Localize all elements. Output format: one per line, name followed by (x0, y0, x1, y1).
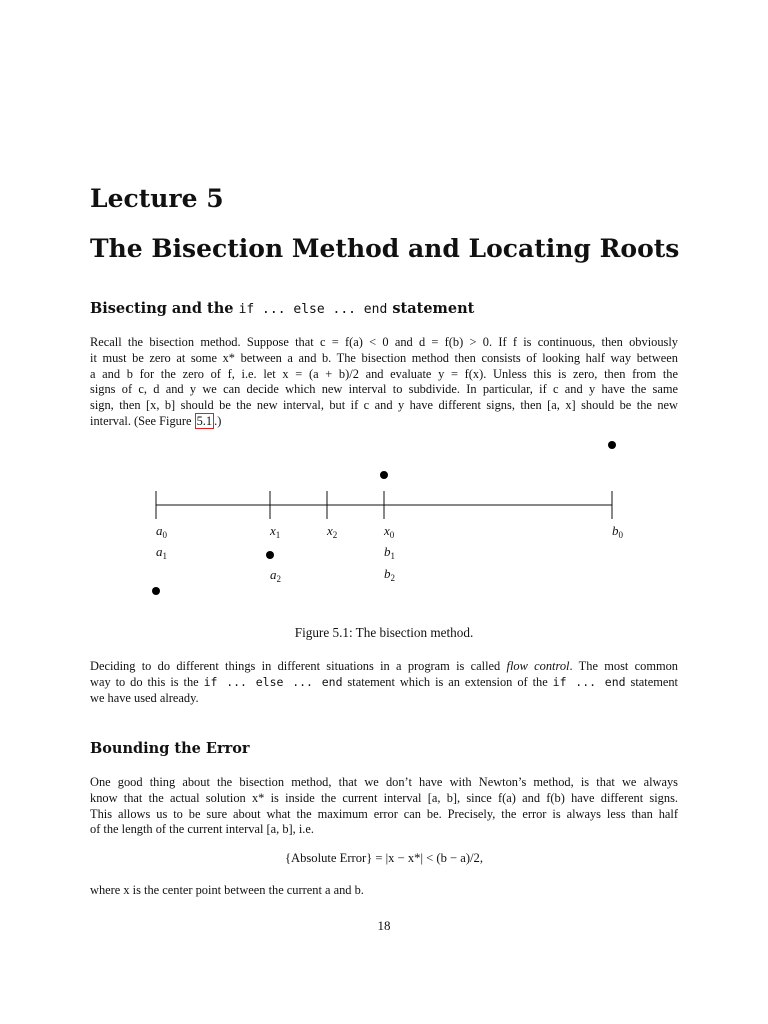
paragraph-text: .) (214, 413, 222, 428)
absolute-error-equation: {Absolute Error} = |x − x*| < (b − a)/2, (284, 851, 484, 865)
page-number: 18 (377, 918, 391, 933)
inline-code: if ... else ... end (203, 674, 343, 689)
function-value-dot (608, 441, 616, 449)
paragraph-line: of the length of the current interval [a, b], i.e. (90, 822, 314, 837)
inline-code: if ... end (552, 674, 626, 689)
point-label-x2: $x_2$ (327, 523, 338, 540)
paragraph-line: signs of c, d and y we can decide which new interval to subdivide. In particular, if c and y have the same (90, 382, 678, 397)
paragraph-text: . The most common (569, 659, 678, 673)
emphasis-text: flow control (506, 659, 570, 673)
paragraph-line: a and b for the zero of f, i.e. let x = (a + b)/2 and evaluate y = f(x). Unless this is zero, then from the (90, 366, 678, 381)
bounding-error-paragraph (90, 775, 678, 838)
equation-explanation: where x is the center point between the current a and b. (90, 883, 364, 897)
section-heading-code: if ... else ... end (238, 302, 388, 317)
paragraph-line: know that the actual solution x* is inside the current interval [a, b], since f(a) and f(b) have different signs. (90, 790, 678, 805)
paragraph-line: This allows us to be sure about what the maximum error can be. Precisely, the error is always less than half (90, 806, 678, 821)
chapter-title: The Bisection Method and Locating Roots (90, 234, 680, 263)
point-label-b1: $b_1$ (384, 544, 395, 561)
paragraph-text: interval. (See Figure (90, 413, 195, 428)
figure-caption: Figure 5.1: The bisection method. (294, 625, 474, 640)
paragraph-line: sign, then [x, b] should be the new interval, but if c and y have different signs, then [a, x] should be the new (90, 398, 678, 413)
point-label-a1: $a_1$ (156, 544, 167, 561)
paragraph-line: Recall the bisection method. Suppose that c = f(a) < 0 and d = f(b) > 0. If f is continuous, then obviously (90, 335, 678, 349)
function-value-dot (380, 471, 388, 479)
lecture-heading: Lecture 5 (90, 184, 224, 213)
flow-control-paragraph (90, 659, 678, 706)
function-value-dot (152, 587, 160, 595)
paragraph-text: statement which is an extension of the (342, 674, 553, 689)
function-value-dot (266, 551, 274, 559)
point-label-b2: $b_2$ (384, 566, 395, 583)
figure-reference-link[interactable]: 5.1 (196, 413, 213, 428)
paragraph-text: way to do this is the (90, 674, 204, 689)
section-heading-bounding-error: Bounding the Error (90, 740, 250, 757)
paragraph-line (90, 659, 678, 675)
paragraph-line: it must be zero at some x* between a and b. The bisection method then consists of looking half way between (90, 350, 678, 365)
section-heading-prefix: Bisecting and the (90, 300, 234, 317)
point-label-x1: $x_1$ (270, 523, 281, 540)
point-label-x0: $x_0$ (384, 523, 395, 540)
section-heading-suffix: statement (392, 300, 475, 317)
point-label-b0: $b_0$ (612, 523, 623, 540)
point-label-a2: $a_2$ (270, 567, 281, 584)
paragraph-line: One good thing about the bisection method, that we don’t have with Newton’s method, is that we always (90, 775, 678, 789)
paragraph-line (90, 675, 678, 691)
paragraph-line: we have used already. (90, 690, 199, 705)
paragraph-text: statement (625, 674, 678, 689)
point-label-a0: $a_0$ (156, 523, 167, 540)
paragraph-text: Deciding to do different things in different situations in a program is called (90, 659, 507, 673)
